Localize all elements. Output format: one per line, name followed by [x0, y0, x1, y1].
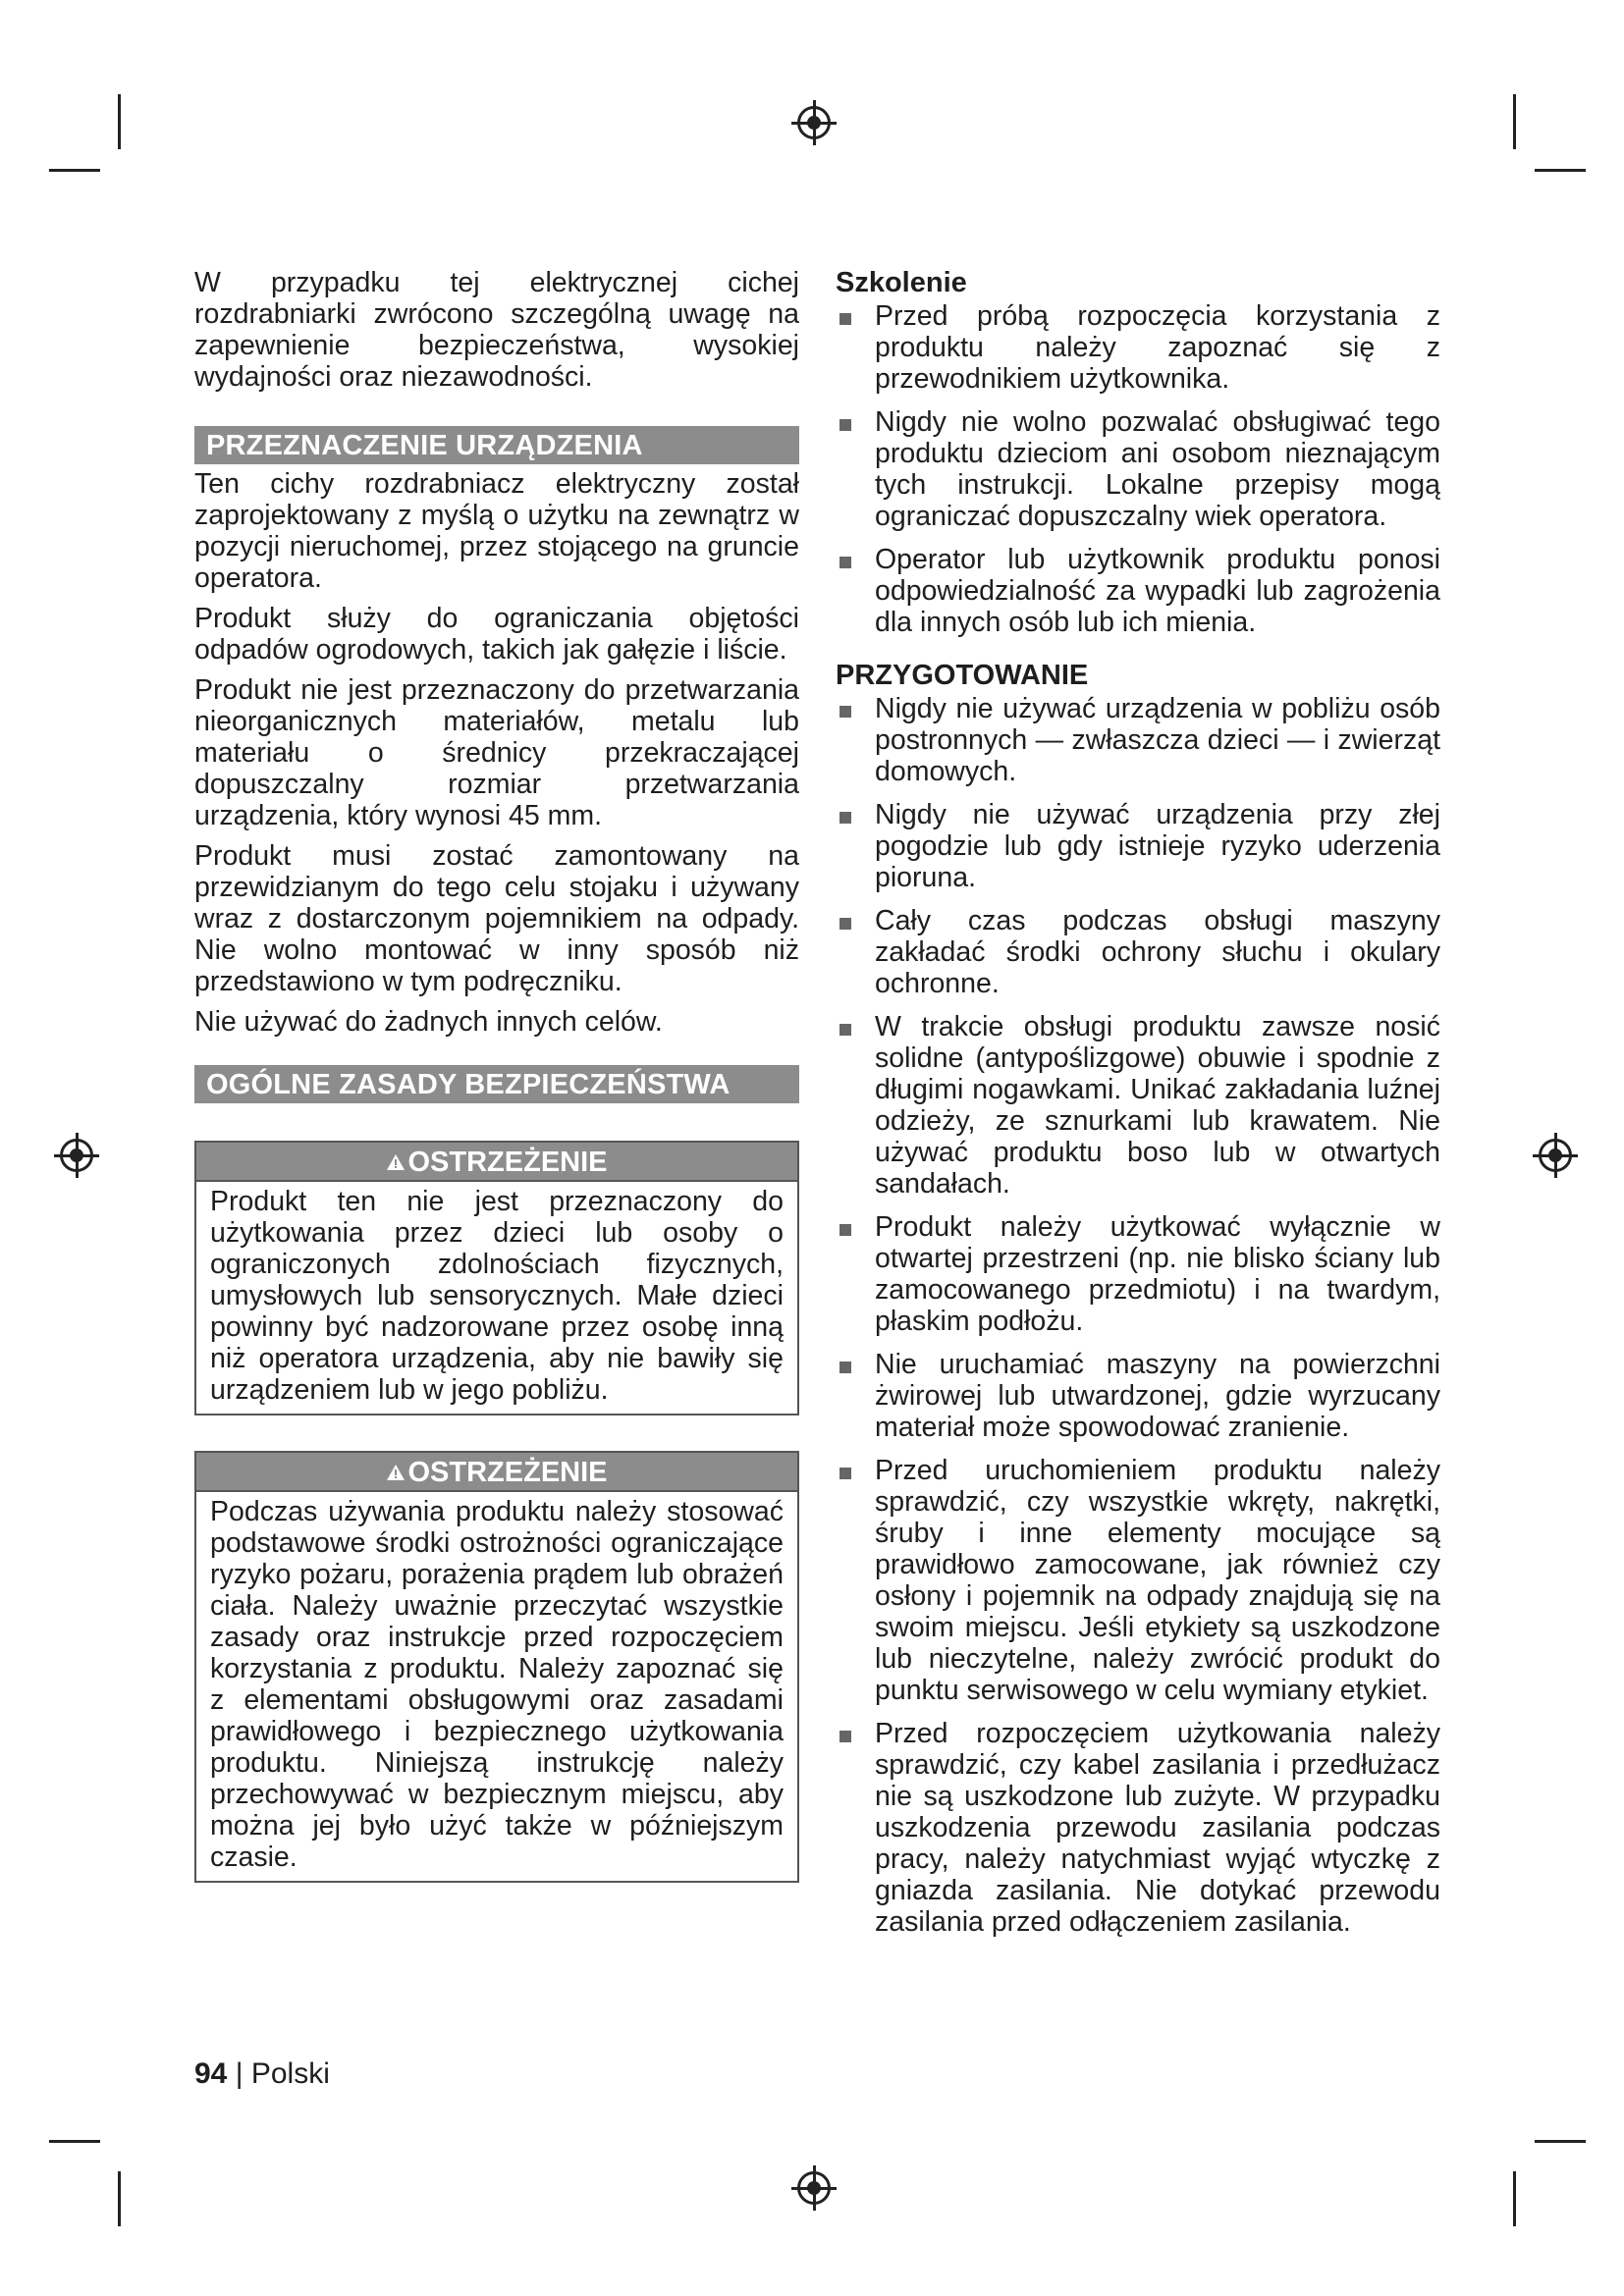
warning-box	[194, 1141, 799, 1415]
list-item: W trakcie obsługi produktu zawsze nosić solidne (antypoślizgowe) obuwie i spodnie z długimi nogawkami. Unikać zakładania luźnej odzieży, ze sznurkami lub krawatem. Nie używać produktu boso lub w otwartych sandałach.	[836, 1011, 1440, 1200]
list-item: Produkt należy użytkować wyłącznie w otwartej przestrzeni (np. nie blisko ściany lub zamocowanego przedmiotu) i na twardym, płaskim podłożu.	[836, 1211, 1440, 1337]
training-heading: Szkolenie	[836, 267, 967, 298]
right-column	[836, 267, 1440, 1949]
section-title-purpose: PRZEZNACZENIE URZĄDZENIA	[194, 426, 799, 464]
bullet-square-icon	[839, 1224, 851, 1236]
bullet-square-icon	[839, 1362, 851, 1373]
warning-text: Podczas używania produktu należy stosować podstawowe środki ostrożności ograniczające ryzyko pożaru, porażenia prądem lub obrażeń ciała. Należy uważnie przeczytać wszystkie zasady oraz instrukcje przed rozpoczęciem korzystania z produktu. Należy zapoznać się z elementami obsługowymi oraz zasadami prawidłowego i bezpiecznego użytkowania produktu. Niniejszą instrukcję należy przechowywać w bezpiecznym miejscu, aby można jej było użyć także w późniejszym czasie.	[210, 1496, 784, 1873]
training-list	[836, 300, 1440, 638]
purpose-paragraph: Produkt nie jest przeznaczony do przetwarzania nieorganicznych materiałów, metalu lub materiału o średnicy przekraczającej dopuszczalny rozmiar przetwarzania urządzenia, który wynosi 45 mm.	[194, 674, 799, 831]
list-item: Przed próbą rozpoczęcia korzystania z produktu należy zapoznać się z przewodnikiem użytkownika.	[836, 300, 1440, 395]
crop-mark	[118, 94, 121, 149]
bullet-square-icon	[839, 313, 851, 325]
warning-header-text: OSTRZEŻENIE	[407, 1147, 608, 1178]
warning-header	[196, 1143, 797, 1182]
bullet-square-icon	[839, 918, 851, 930]
list-item: Nigdy nie używać urządzenia w pobliżu osób postronnych — zwłaszcza dzieci — i zwierząt domowych.	[836, 693, 1440, 787]
bullet-square-icon	[839, 1468, 851, 1479]
crop-mark	[1535, 169, 1586, 172]
purpose-paragraph: Produkt służy do ograniczania objętości odpadów ogrodowych, takich jak gałęzie i liście.	[194, 603, 799, 666]
crop-mark	[1513, 2171, 1516, 2226]
section-title-general-safety: OGÓLNE ZASADY BEZPIECZEŃSTWA	[194, 1065, 799, 1103]
list-item: Nigdy nie wolno pozwalać obsługiwać tego produktu dzieciom ani osobom nieznającym tych instrukcji. Lokalne przepisy mogą ograniczać dopuszczalny wiek operatora.	[836, 406, 1440, 532]
preparation-list	[836, 693, 1440, 1938]
page-footer	[194, 2057, 330, 2091]
warning-text: Produkt ten nie jest przeznaczony do użytkowania przez dzieci lub osoby o ograniczonych zdolnościach fizycznych, umysłowych lub sensorycznych. Małe dzieci powinny być nadzorowane przez osobę inną niż operatora urządzenia, aby nie bawiły się urządzeniem lub w jego pobliżu.	[210, 1186, 784, 1406]
crop-mark	[49, 169, 100, 172]
bullet-square-icon	[839, 706, 851, 718]
warning-icon	[386, 1464, 406, 1481]
purpose-paragraph: Ten cichy rozdrabniacz elektryczny został zaprojektowany z myślą o użytku na zewnątrz w pozycji nieruchomej, przez stojącego na gruncie operatora.	[194, 468, 799, 594]
intro-paragraph: W przypadku tej elektrycznej cichej rozdrabniarki zwrócono szczególną uwagę na zapewnienie bezpieczeństwa, wysokiej wydajności oraz niezawodności.	[194, 267, 799, 393]
registration-mark-icon	[797, 2171, 831, 2205]
registration-mark-icon	[797, 106, 831, 139]
bullet-square-icon	[839, 557, 851, 568]
warning-header-text: OSTRZEŻENIE	[407, 1457, 608, 1488]
page-number: 94	[194, 2057, 228, 2090]
crop-mark	[49, 2140, 100, 2143]
list-item: Nigdy nie używać urządzenia przy złej pogodzie lub gdy istnieje ryzyko uderzenia pioruna.	[836, 799, 1440, 893]
list-item: Cały czas podczas obsługi maszyny zakładać środki ochrony słuchu i okulary ochronne.	[836, 905, 1440, 999]
list-item: Nie uruchamiać maszyny na powierzchni żwirowej lub utwardzonej, gdzie wyrzucany materiał może spowodować zranienie.	[836, 1349, 1440, 1443]
footer-separator: |	[235, 2057, 244, 2090]
purpose-paragraph: Nie używać do żadnych innych celów.	[194, 1006, 663, 1038]
list-item: Operator lub użytkownik produktu ponosi odpowiedzialność za wypadki lub zagrożenia dla innych osób lub ich mienia.	[836, 544, 1440, 638]
list-item: Przed rozpoczęciem użytkowania należy sprawdzić, czy kabel zasilania i przedłużacz nie są uszkodzone lub zużyte. W przypadku uszkodzenia przewodu zasilania podczas pracy, należy natychmiast wyjąć wtyczkę z gniazda zasilania. Nie dotykać przewodu zasilania przed odłączeniem zasilania.	[836, 1718, 1440, 1938]
warning-box	[194, 1451, 799, 1883]
registration-mark-icon	[60, 1139, 93, 1172]
left-column	[194, 267, 799, 1883]
warning-header	[196, 1453, 797, 1492]
footer-language: Polski	[250, 2057, 330, 2090]
bullet-square-icon	[839, 1024, 851, 1036]
registration-mark-icon	[1539, 1139, 1572, 1172]
crop-mark	[118, 2171, 121, 2226]
list-item: Przed uruchomieniem produktu należy sprawdzić, czy wszystkie wkręty, nakrętki, śruby i inne elementy mocujące są prawidłowo zamocowane, jak również czy osłony i pojemnik na odpady znajdują się na swoim miejscu. Jeśli etykiety są uszkodzone lub nieczytelne, należy zwrócić produkt do punktu serwisowego w celu wymiany etykiet.	[836, 1455, 1440, 1706]
preparation-heading: PRZYGOTOWANIE	[836, 660, 1089, 691]
bullet-square-icon	[839, 812, 851, 824]
warning-icon	[386, 1153, 406, 1171]
crop-mark	[1535, 2140, 1586, 2143]
bullet-square-icon	[839, 1731, 851, 1742]
bullet-square-icon	[839, 419, 851, 431]
purpose-paragraph: Produkt musi zostać zamontowany na przewidzianym do tego celu stojaku i używany wraz z dostarczonym pojemnikiem na odpady. Nie wolno montować w inny sposób niż przedstawiono w tym podręczniku.	[194, 840, 799, 997]
crop-mark	[1513, 94, 1516, 149]
